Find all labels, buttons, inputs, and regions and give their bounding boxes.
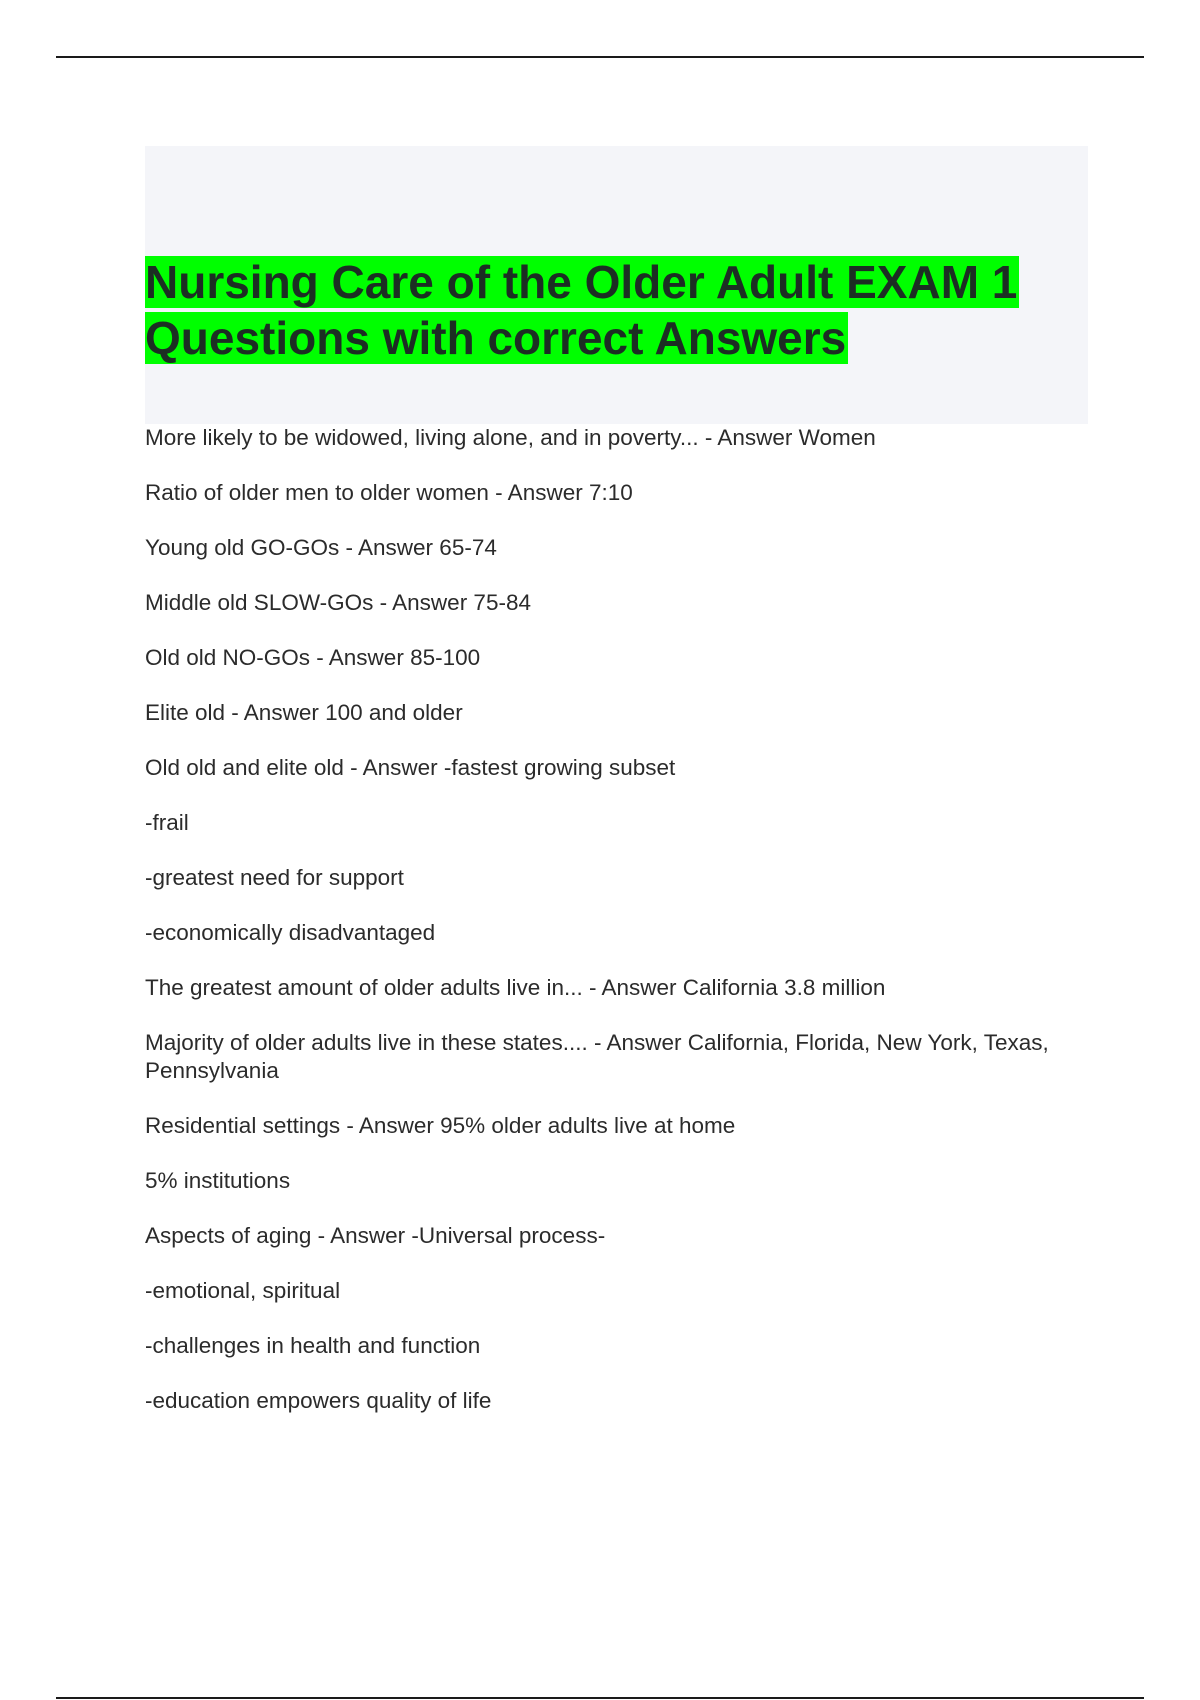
qa-line: Middle old SLOW-GOs - Answer 75-84 xyxy=(145,590,531,615)
document-title xyxy=(145,254,1105,366)
top-rule xyxy=(56,56,1144,58)
qa-line: Majority of older adults live in these states.... - Answer California, Florida, New York, Texas, Pennsylvania xyxy=(145,1030,1049,1083)
qa-line: Ratio of older men to older women - Answer 7:10 xyxy=(145,480,633,505)
qa-line: Residential settings - Answer 95% older adults live at home xyxy=(145,1113,736,1138)
bottom-rule xyxy=(56,1697,1144,1699)
qa-line: Old old and elite old - Answer -fastest growing subset xyxy=(145,755,676,780)
qa-line: Aspects of aging - Answer -Universal process- xyxy=(145,1223,606,1248)
qa-line: Old old NO-GOs - Answer 85-100 xyxy=(145,645,481,670)
document-title-text: Nursing Care of the Older Adult EXAM 1 Questions with correct Answers xyxy=(145,256,1018,364)
qa-list xyxy=(145,424,1075,1442)
qa-line: -frail xyxy=(145,810,189,835)
qa-line: 5% institutions xyxy=(145,1168,291,1193)
qa-line: -education empowers quality of life xyxy=(145,1388,492,1413)
qa-line: -emotional, spiritual xyxy=(145,1278,341,1303)
qa-line: -economically disadvantaged xyxy=(145,920,436,945)
qa-line: Young old GO-GOs - Answer 65-74 xyxy=(145,535,497,560)
qa-line: Elite old - Answer 100 and older xyxy=(145,700,463,725)
qa-line: The greatest amount of older adults live in... - Answer California 3.8 million xyxy=(145,975,886,1000)
qa-line: -greatest need for support xyxy=(145,865,404,890)
qa-line: More likely to be widowed, living alone, and in poverty... - Answer Women xyxy=(145,425,876,450)
qa-line: -challenges in health and function xyxy=(145,1333,481,1358)
